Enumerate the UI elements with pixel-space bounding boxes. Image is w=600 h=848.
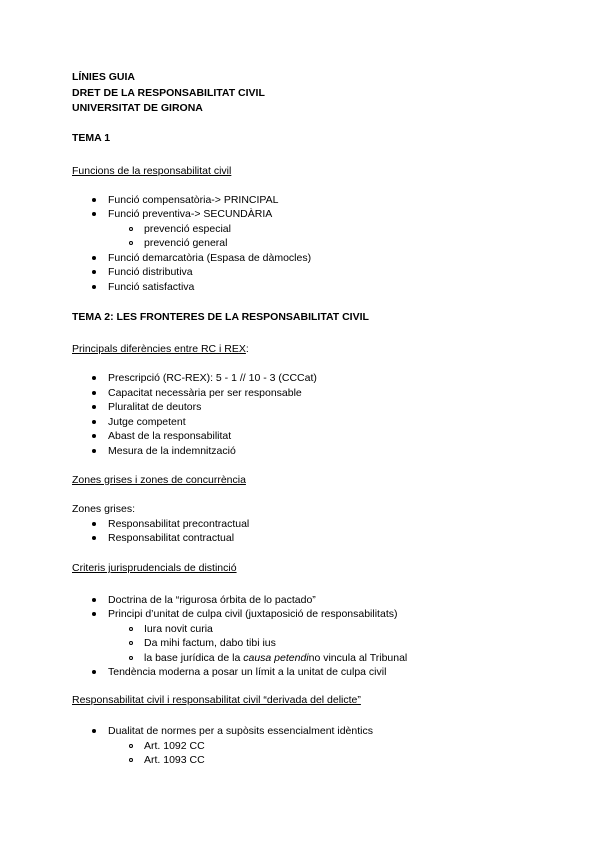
- tema2-sec4-subtitle: Responsabilitat civil i responsabilitat civil “derivada del delicte”: [72, 694, 361, 706]
- tema2-sec2-subtitle: Zones grises i zones de concurrència: [72, 474, 246, 486]
- list-item: Capacitat necessària per ser responsable: [108, 387, 302, 399]
- sub-list-item: prevenció general: [144, 237, 228, 249]
- circle-bullet-icon: [129, 227, 133, 231]
- sub-list-item: prevenció especial: [144, 223, 231, 235]
- text-part: no vincula al Tribunal: [308, 652, 408, 664]
- bullet-icon: [92, 256, 96, 260]
- tema2-sec1-subtitle: Principals diferències entre RC i REX: [72, 343, 246, 355]
- bullet-icon: [92, 212, 96, 216]
- sub-list-item: Art. 1093 CC: [144, 754, 205, 766]
- circle-bullet-icon: [129, 758, 133, 762]
- list-item: Mesura de la indemnització: [108, 445, 236, 457]
- list-item: Funció preventiva-> SECUNDÀRIA: [108, 208, 273, 220]
- bullet-icon: [92, 612, 96, 616]
- tema1-title: TEMA 1: [72, 132, 111, 144]
- bullet-icon: [92, 729, 96, 733]
- sub-list-item: Da mihi factum, dabo tibi ius: [144, 637, 276, 649]
- circle-bullet-icon: [129, 656, 133, 660]
- colon: :: [245, 343, 249, 355]
- list-item: Tendència moderna a posar un límit a la unitat de culpa civil: [108, 666, 387, 678]
- bullet-icon: [92, 270, 96, 274]
- list-item: Responsabilitat precontractual: [108, 518, 250, 530]
- list-item: Jutge competent: [108, 416, 186, 428]
- bullet-icon: [92, 376, 96, 380]
- list-item: Dualitat de normes per a supòsits essencialment idèntics: [108, 725, 373, 737]
- list-item: Funció distributiva: [108, 266, 193, 278]
- header-line-1: LÍNIES GUIA: [72, 71, 136, 83]
- list-item: Principi d’unitat de culpa civil (juxtaposició de responsabilitats): [108, 608, 398, 620]
- list-item: Funció compensatòria-> PRINCIPAL: [108, 194, 279, 206]
- bullet-icon: [92, 449, 96, 453]
- list-item: Responsabilitat contractual: [108, 532, 235, 544]
- bullet-icon: [92, 536, 96, 540]
- tema2-sec2-intro: Zones grises:: [72, 503, 136, 515]
- tema2-sec1-heading: [72, 342, 249, 356]
- bullet-icon: [92, 598, 96, 602]
- bullet-icon: [92, 285, 96, 289]
- list-item: Abast de la responsabilitat: [108, 430, 232, 442]
- list-item: Funció satisfactiva: [108, 281, 195, 293]
- circle-bullet-icon: [129, 744, 133, 748]
- bullet-icon: [92, 391, 96, 395]
- header-line-2: DRET DE LA RESPONSABILITAT CIVIL: [72, 87, 265, 99]
- sub-list-item: [144, 651, 407, 665]
- text-part: la base jurídica de la: [144, 652, 244, 664]
- circle-bullet-icon: [129, 641, 133, 645]
- bullet-icon: [92, 670, 96, 674]
- tema2-sec3-subtitle: Criteris jurisprudencials de distinció: [72, 562, 237, 574]
- tema2-title: TEMA 2: LES FRONTERES DE LA RESPONSABILITAT CIVIL: [72, 311, 369, 323]
- list-item: Funció demarcatòria (Espasa de dàmocles): [108, 252, 312, 264]
- italic-term: causa petendi: [243, 652, 309, 664]
- list-item: Prescripció (RC-REX): 5 - 1 // 10 - 3 (CCCat): [108, 372, 317, 384]
- circle-bullet-icon: [129, 627, 133, 631]
- header-line-3: UNIVERSITAT DE GIRONA: [72, 102, 203, 114]
- circle-bullet-icon: [129, 241, 133, 245]
- list-item: Doctrina de la “rigurosa órbita de lo pactado”: [108, 594, 316, 606]
- bullet-icon: [92, 198, 96, 202]
- sub-list-item: Art. 1092 CC: [144, 740, 205, 752]
- tema1-subtitle: Funcions de la responsabilitat civil: [72, 165, 232, 177]
- bullet-icon: [92, 434, 96, 438]
- list-item: Pluralitat de deutors: [108, 401, 202, 413]
- bullet-icon: [92, 420, 96, 424]
- sub-list-item: Iura novit curia: [144, 623, 213, 635]
- bullet-icon: [92, 405, 96, 409]
- bullet-icon: [92, 522, 96, 526]
